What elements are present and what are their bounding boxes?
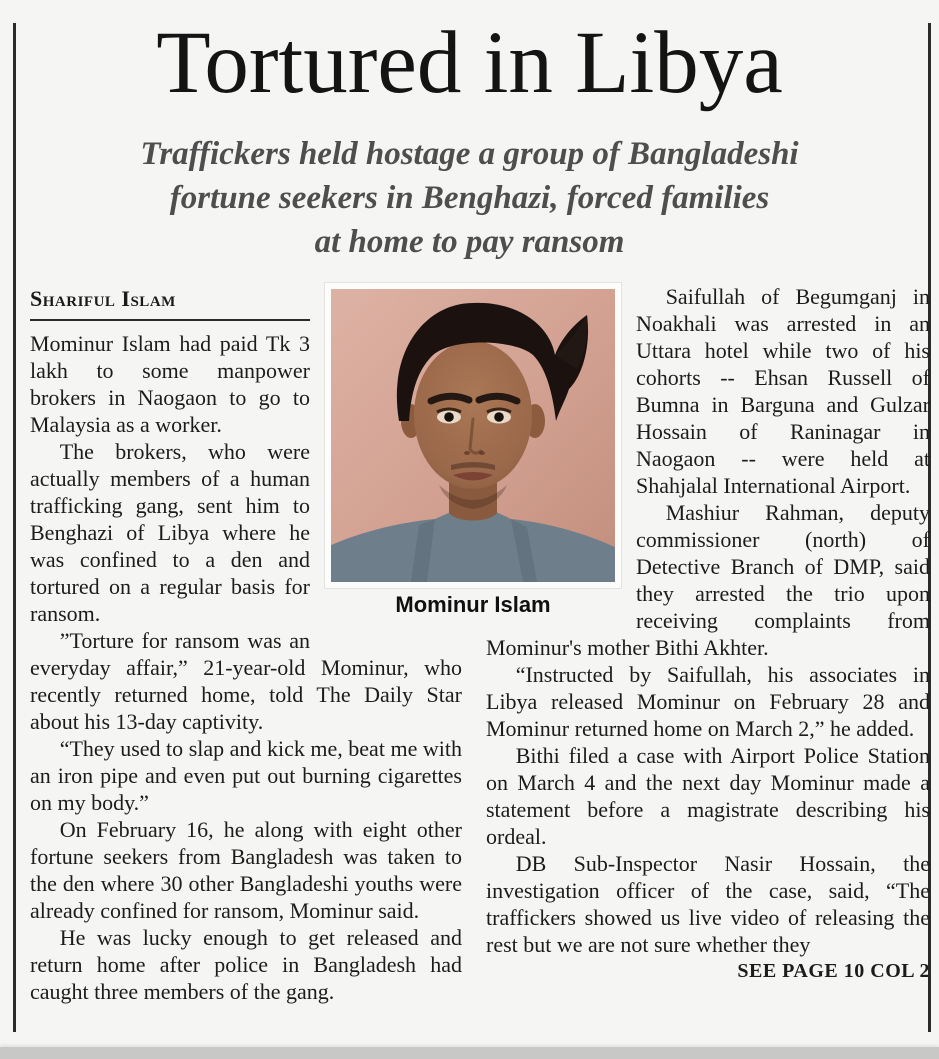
paragraph: He was lucky enough to get released and return home after police in Bangladesh had caught three members of the gang. (30, 925, 462, 1004)
paragraph: “They used to slap and kick me, beat me with an iron pipe and even put out burning cigarettes on my body.” (30, 736, 462, 815)
portrait-illustration (331, 289, 615, 582)
photo-block (325, 283, 621, 618)
deck-line-2: fortune seekers in Benghazi, forced families (169, 179, 770, 216)
article-headline: Tortured in Libya (156, 14, 783, 112)
paragraph: Mominur Islam had paid Tk 3 lakh to some manpower brokers in Naogaon to go to Malaysia as a worker. (30, 331, 310, 437)
paragraph: DB Sub-Inspector Nasir Hossain, the investigation officer of the case, said, “The traffickers showed us live video of releasing the rest but we are not sure whether they (486, 851, 930, 957)
deck-line-1: Traffickers held hostage a group of Bangladeshi (140, 136, 799, 172)
left-border-rule (13, 23, 16, 1032)
paragraph: ”Torture for ransom was an everyday affair,” 21-year-old Mominur, who recently returned home, told The Daily Star about his 13-day captivity. (30, 628, 462, 734)
paragraph: The brokers, who were actually members of a human trafficking gang, sent him to Benghazi of Libya where he was confined to a den and tortured on a regular basis for ransom. (30, 439, 310, 626)
paragraph: Mashiur Rahman, deputy commissioner (north) of Detective Branch of DMP, said they arrested the trio upon receiving complaints from Mominur's mother Bithi Akhter. (486, 500, 930, 660)
article-deck (70, 133, 869, 265)
portrait-photo (325, 283, 621, 588)
paragraph: Saifullah of Begumganj in Noakhali was arrested in an Uttara hotel while two of his cohorts -- Ehsan Russell of Bumna in Barguna and Gulzar Hossain of Raninagar in Naogaon -- were held at Shahjalal International Airport. (636, 284, 930, 498)
bottom-scan-band (0, 1047, 939, 1059)
continuation-notice: SEE PAGE 10 COL 2 (737, 960, 930, 982)
byline: Shariful Islam (30, 283, 310, 321)
deck-line-3: at home to pay ransom (314, 223, 625, 260)
paragraph: Bithi filed a case with Airport Police Station on March 4 and the next day Mominur made a statement before a magistrate describing his ordeal. (486, 743, 930, 849)
paragraph: “Instructed by Saifullah, his associates in Libya released Mominur on February 28 and Mominur returned home on March 2,” he added. (486, 662, 930, 741)
paragraph: On February 16, he along with eight other fortune seekers from Bangladesh was taken to the den where 30 other Bangladeshi youths were already confined for ransom, Mominur said. (30, 817, 462, 923)
photo-caption: Mominur Islam (395, 592, 551, 617)
